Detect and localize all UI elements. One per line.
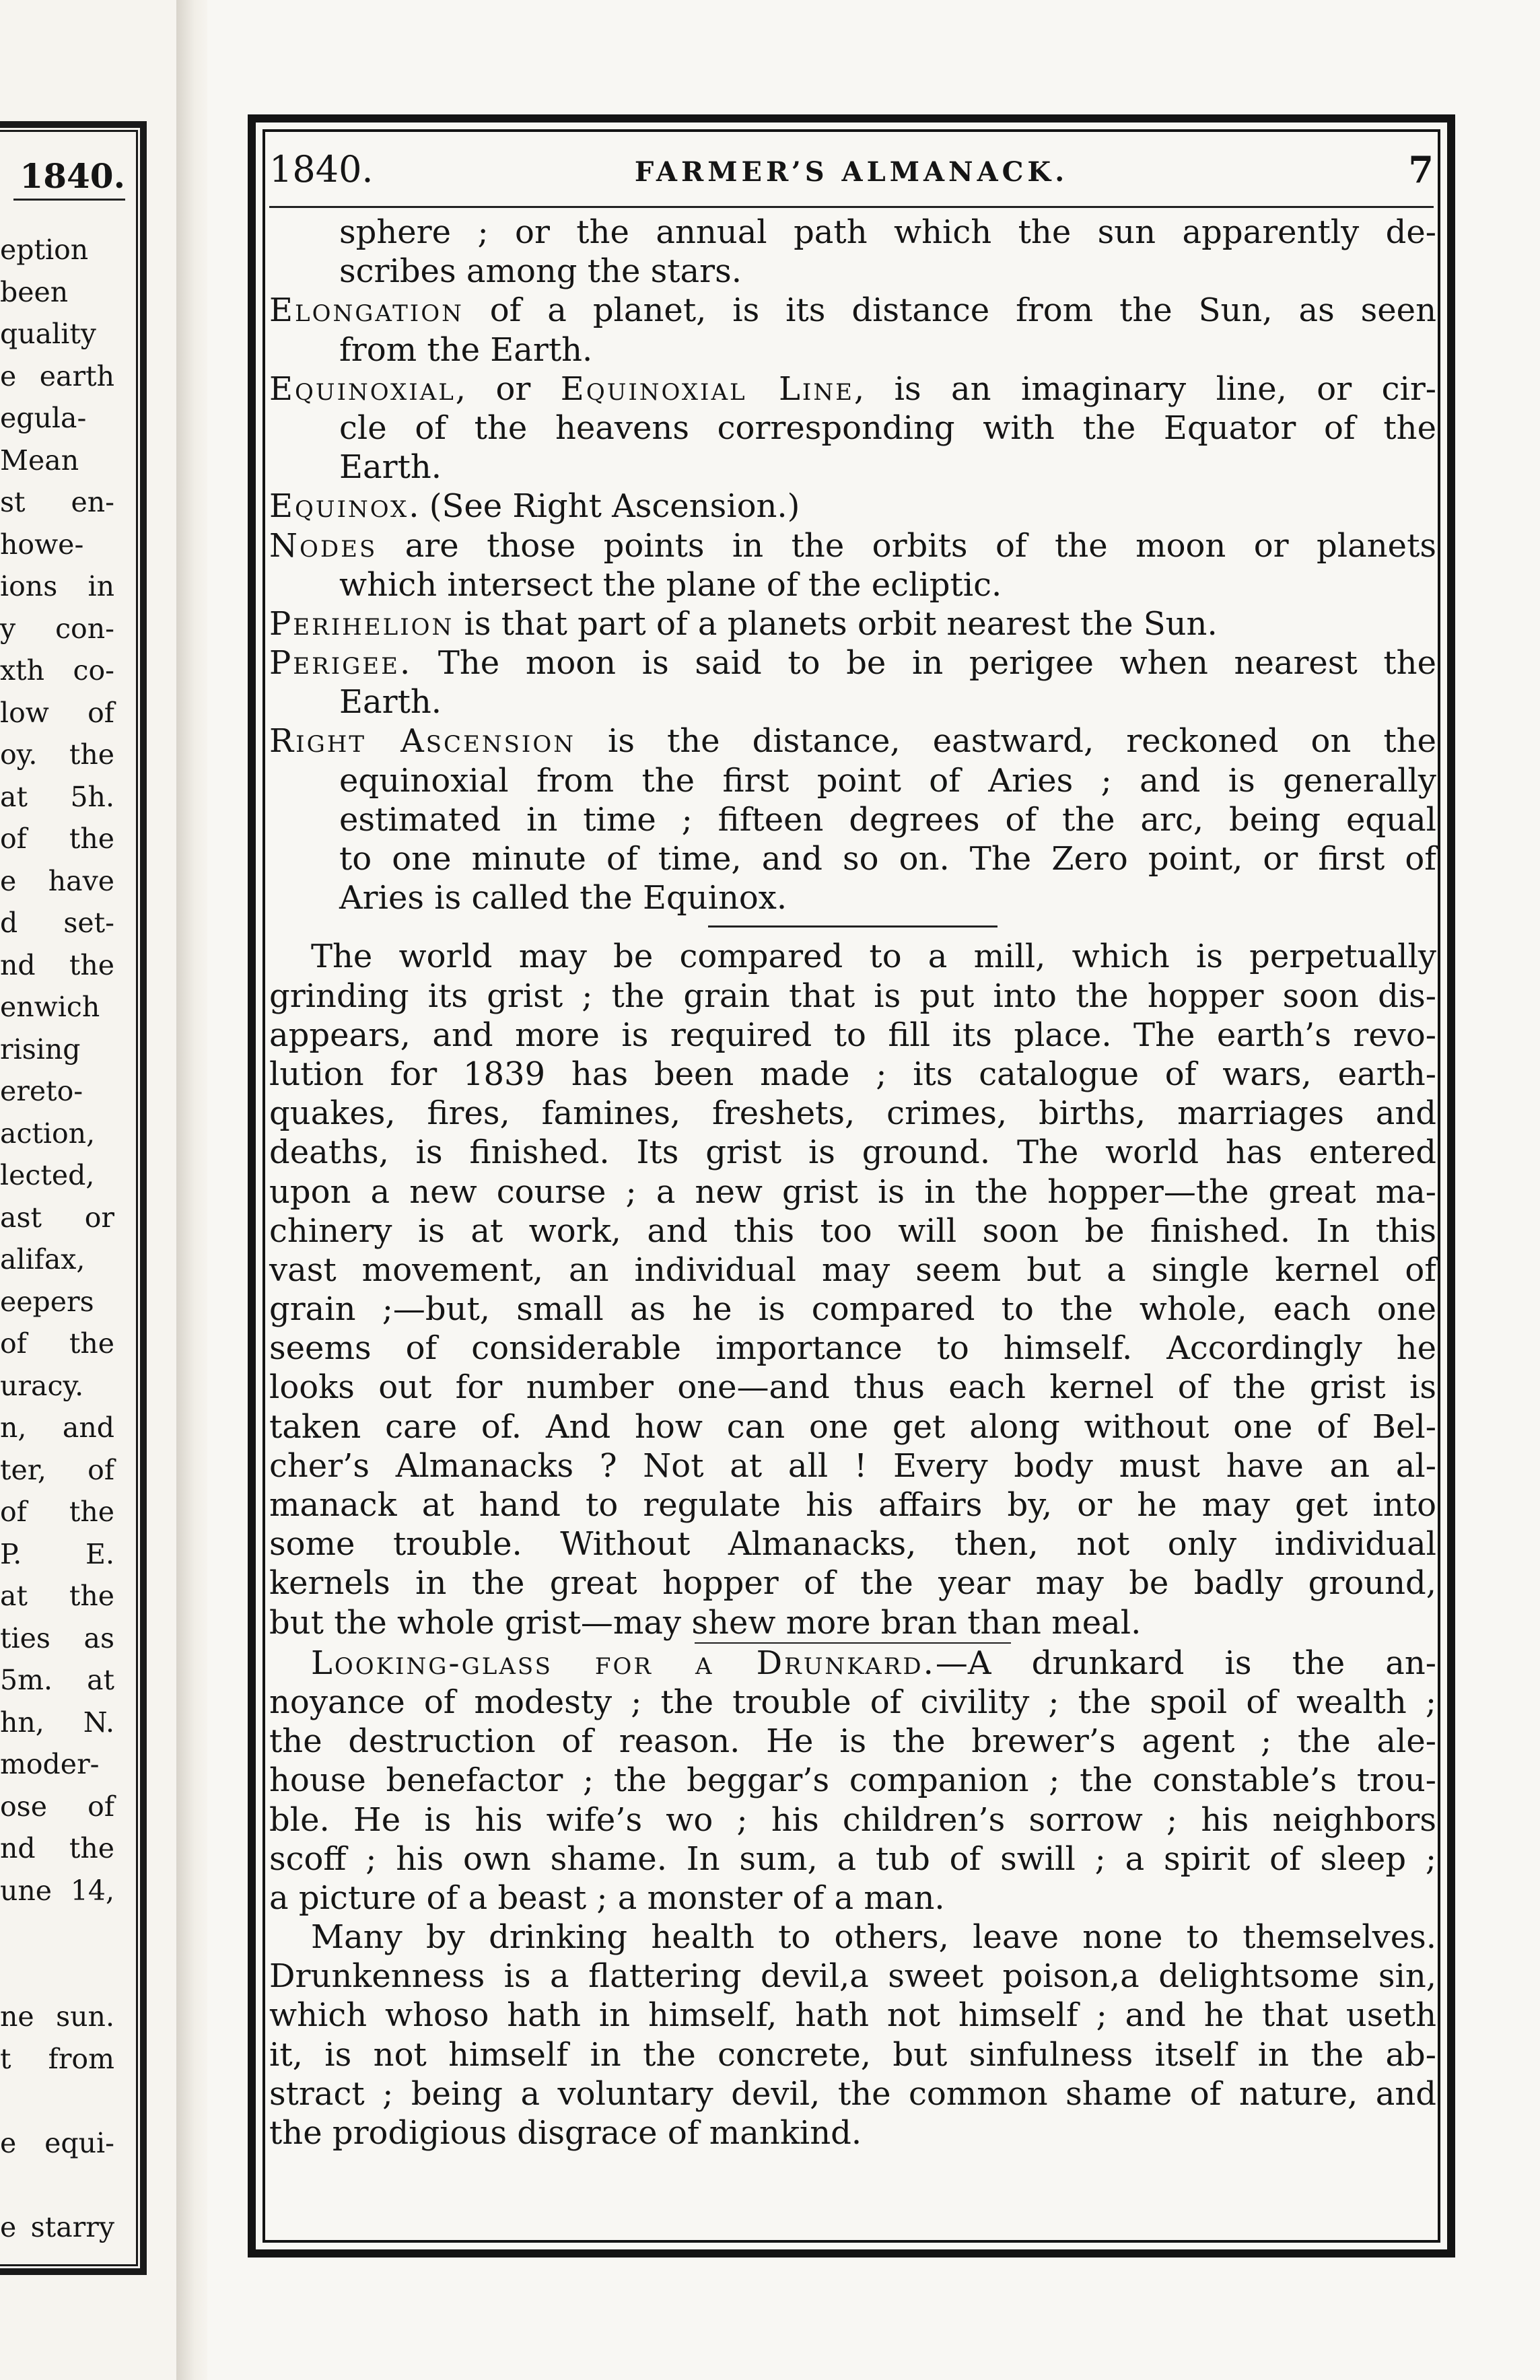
glossary-entry-equinoxial (269, 370, 1436, 487)
text-line: estimated in time ; fifteen degrees of the arc, being equal (339, 800, 1436, 839)
left-page-line: 5m. at (0, 1664, 114, 1696)
glossary-entry-perigee (269, 643, 1436, 722)
text-line: which whoso hath in himself, hath not himself ; and he that useth (269, 1996, 1436, 2035)
glossary-entry-nodes (269, 526, 1436, 604)
text-line: which intersect the plane of the ecliptic. (339, 565, 1002, 604)
left-page-line: y con- (0, 612, 114, 645)
text-line: the prodigious disgrace of mankind. (269, 2114, 862, 2152)
left-page-line: enwich (0, 991, 100, 1023)
page-content (269, 213, 1436, 2152)
left-page-line: at 5h. (0, 780, 114, 813)
text-line: stract ; being a voluntary devil, the common shame of nature, and (269, 2074, 1436, 2113)
text-line: it, is not himself in the concrete, but sinfulness itself in the ab- (269, 2035, 1436, 2074)
glossary-term: Perigee. (269, 644, 413, 682)
glossary-term: Perihelion (269, 604, 454, 643)
text-line: appears, and more is required to fill its place. The earth’s revo- (269, 1016, 1436, 1054)
text-line: scribes among the stars. (339, 252, 742, 291)
left-page-line: une 14, (0, 1874, 114, 1907)
glossary-definition: The moon is said to be in perigee when nearest the (412, 644, 1436, 682)
left-page-line: P. E. (0, 1537, 114, 1570)
left-page-line: st en- (0, 486, 114, 518)
text-line: Drunkenness is a flattering devil,a sweet poison,a delightsome sin, (269, 1957, 1436, 1996)
text-line: but the whole grist—may shew more bran than meal. (269, 1603, 1142, 1642)
text-line: to one minute of time, and so on. The Zero point, or first of (339, 840, 1436, 878)
left-page-line: ions in (0, 570, 114, 602)
text-line: manack at hand to regulate his affairs by, or he may get into (269, 1486, 1436, 1524)
left-page-line (0, 2080, 114, 2122)
glossary-term-separator: , or (455, 370, 561, 408)
left-page-line: ast or (0, 1201, 114, 1234)
page-border (248, 114, 1455, 2258)
left-page-line: e equi- (0, 2126, 114, 2159)
text-line: noyance of modesty ; the trouble of civility ; the spoil of wealth ; (269, 1683, 1436, 1721)
text-line: cher’s Almanacks ? Not at all ! Every body must have an al- (269, 1446, 1436, 1485)
text-line: Aries is called the Equinox. (339, 879, 788, 917)
glossary-definition: . (See Right Ascension.) (409, 487, 800, 526)
text-line: chinery is at work, and this too will soon be finished. In this (269, 1212, 1436, 1250)
left-page-line: eepers (0, 1285, 94, 1318)
glossary-entry-right-ascension (269, 722, 1436, 917)
left-page-line: lected, (0, 1159, 95, 1191)
left-page-line: ereto- (0, 1075, 83, 1107)
text-line: seems of considerable importance to himself. Accordingly he (269, 1329, 1436, 1368)
left-page-line: e have (0, 864, 114, 897)
left-page-line: rising (0, 1032, 81, 1065)
left-page-line: d set- (0, 907, 114, 939)
left-page-line: hn, N. (0, 1706, 114, 1739)
drunkard-paragraph-1 (269, 1683, 1436, 1918)
left-page-line: quality (0, 318, 96, 350)
text-line: from the Earth. (339, 330, 593, 369)
drunkard-section (269, 1644, 1436, 2152)
text-line: Earth. (339, 683, 442, 722)
left-page-line (0, 1954, 114, 1996)
left-page-line: action, (0, 1117, 96, 1150)
section-heading-rest: —A drunkard is the an- (935, 1644, 1436, 1682)
book-gutter (176, 0, 207, 2380)
left-page-line: ose of (0, 1790, 114, 1823)
text-line: upon a new course ; a new grist is in the hopper—the great ma- (269, 1172, 1436, 1211)
glossary-definition: , is an imaginary line, or cir- (853, 370, 1436, 408)
left-page-line: xth co- (0, 654, 114, 687)
left-page-line: of the (0, 823, 114, 855)
text-line: cle of the heavens corresponding with the Equator of the (339, 409, 1436, 447)
text-line: ble. He is his wife’s wo ; his children’s sorrow ; his neighbors (269, 1800, 1436, 1839)
almanac-page (207, 0, 1540, 2380)
left-page-line: been (0, 275, 69, 308)
left-page-line: howe- (0, 528, 84, 561)
glossary-term: Elongation (269, 291, 464, 330)
glossary-term: Right Ascension (269, 722, 575, 761)
mill-paragraph (269, 937, 1436, 1642)
text-line: quakes, fires, famines, freshets, crimes, births, marriages and (269, 1094, 1436, 1133)
left-page-line: low of (0, 696, 114, 729)
left-page-line: nd the (0, 1832, 114, 1864)
left-page-line: ne sun. (0, 2000, 114, 2033)
text-line: Many by drinking health to others, leave none to themselves. (311, 1918, 1436, 1957)
left-page-line: moder- (0, 1748, 100, 1780)
glossary-definition: are those points in the orbits of the moon or planets (377, 526, 1436, 565)
glossary-term: Equinox (269, 487, 409, 526)
header-title: FARMER’S ALMANACK. (634, 156, 1069, 188)
left-page-line: eption (0, 234, 89, 266)
left-page-header: 1840. (13, 156, 125, 201)
text-line: some trouble. Without Almanacks, then, not only individual (269, 1525, 1436, 1564)
text-line: The world may be compared to a mill, which is perpetually (311, 938, 1436, 976)
left-page-line: at the (0, 1580, 114, 1612)
left-page-line: e starry (0, 2210, 114, 2243)
text-line: vast movement, an individual may seem but a single kernel of (269, 1251, 1436, 1289)
page-number: 7 (1408, 148, 1434, 191)
left-page-line: egula- (0, 402, 87, 434)
glossary-term: Equinoxial (269, 370, 456, 408)
text-line: scoff ; his own shame. In sum, a tub of swill ; a spirit of sleep ; (269, 1840, 1436, 1878)
header-year: 1840. (269, 148, 374, 190)
drunkard-paragraph-2 (269, 1918, 1436, 2152)
text-line: Earth. (339, 448, 442, 487)
left-page-line: of the (0, 1496, 114, 1528)
glossary-entry-continued (269, 213, 1436, 291)
text-line: equinoxial from the first point of Aries ; and is generally (339, 761, 1436, 800)
glossary-definition: is that part of a planets orbit nearest the Sun. (454, 604, 1218, 643)
left-page-line: t from (0, 2042, 114, 2075)
glossary-definition: is the distance, eastward, reckoned on the (575, 722, 1436, 761)
text-line: lution for 1839 has been made ; its catalogue of wars, earth- (269, 1055, 1436, 1093)
running-header (269, 148, 1434, 208)
text-line: sphere ; or the annual path which the sun apparently de- (339, 213, 1436, 251)
glossary-entry-perihelion (269, 604, 1436, 643)
glossary-entry-elongation (269, 291, 1436, 369)
glossary-entry-equinox (269, 487, 1436, 526)
text-line: taken care of. And how can one get along without one of Bel- (269, 1407, 1436, 1446)
left-page-line: Mean (0, 444, 79, 477)
text-line: house benefactor ; the beggar’s companion ; the constable’s trou- (269, 1761, 1436, 1800)
left-page-text (0, 229, 114, 2248)
text-line: grinding its grist ; the grain that is put into the hopper soon dis- (269, 977, 1436, 1015)
section-divider (708, 925, 998, 928)
left-page-line: oy. the (0, 738, 114, 771)
text-line: a picture of a beast ; a monster of a man. (269, 1879, 945, 1917)
left-page-line: ter, of (0, 1453, 114, 1486)
glossary-term-alt: Equinoxial Line (560, 370, 854, 408)
text-line: looks out for number one—and thus each kernel of the grist is (269, 1368, 1436, 1407)
left-page-line: n, and (0, 1411, 114, 1444)
left-facing-page (0, 0, 176, 2380)
text-line: grain ;—but, small as he is compared to the whole, each one (269, 1290, 1436, 1329)
left-page-line: nd the (0, 948, 114, 981)
left-page-line: alifax, (0, 1243, 85, 1275)
section-heading: Looking-glass for a Drunkard. (311, 1644, 936, 1682)
glossary-term: Nodes (269, 526, 378, 565)
left-page-line (0, 1912, 114, 1954)
text-line: the destruction of reason. He is the brewer’s agent ; the ale- (269, 1722, 1436, 1761)
left-page-line: ties as (0, 1621, 114, 1654)
glossary-definition: of a planet, is its distance from the Sun, as seen (463, 291, 1436, 330)
text-line: deaths, is finished. Its grist is ground. The world has entered (269, 1133, 1436, 1172)
left-page-line: of the (0, 1327, 114, 1360)
left-page-line: uracy. (0, 1369, 84, 1402)
left-page-line (0, 2164, 114, 2206)
text-line: kernels in the great hopper of the year may be badly ground, (269, 1564, 1436, 1603)
left-page-line: e earth (0, 359, 114, 392)
